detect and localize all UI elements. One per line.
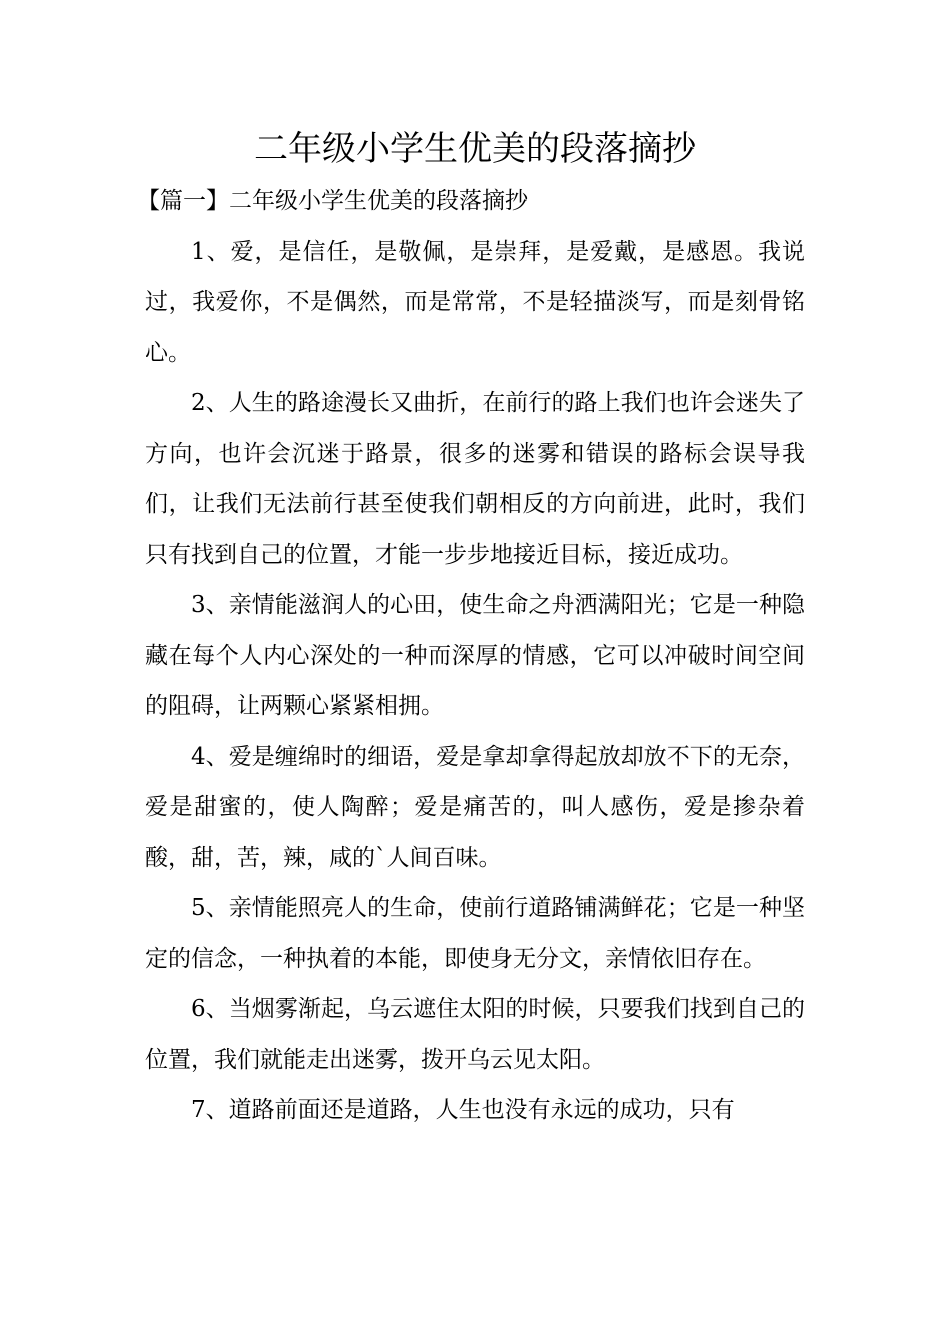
paragraph-4: 4、爱是缠绵时的细语，爱是拿却拿得起放却放不下的无奈，爱是甜蜜的，使人陶醉；爱是痛苦的，叫人感伤，爱是掺杂着酸，甜，苦，辣，咸的`人间百味。 xyxy=(145,743,805,871)
paragraph-7: 7、道路前面还是道路，人生也没有永远的成功，只有 xyxy=(191,1097,735,1123)
paragraph-1: 1、爱，是信任，是敬佩，是崇拜，是爱戴，是感恩。我说过，我爱你，不是偶然，而是常常，不是轻描淡写，而是刻骨铭心。 xyxy=(145,238,805,366)
page-title: 二年级小学生优美的段落摘抄 xyxy=(254,129,696,169)
document-body xyxy=(137,176,805,1136)
paragraph-2: 2、人生的路途漫长又曲折，在前行的路上我们也许会迷失了方向，也许会沉迷于路景，很多的迷雾和错误的路标会误导我们，让我们无法前行甚至使我们朝相反的方向前进，此时，我们只有找到自己的位置，才能一步步地接近目标，接近成功。 xyxy=(145,390,805,568)
paragraph-3: 3、亲情能滋润人的心田，使生命之舟洒满阳光；它是一种隐藏在每个人内心深处的一种而深厚的情感，它可以冲破时间空间的阻碍，让两颗心紧紧相拥。 xyxy=(145,592,805,719)
paragraph-5: 5、亲情能照亮人的生命，使前行道路铺满鲜花；它是一种坚定的信念，一种执着的本能，即使身无分文，亲情依旧存在。 xyxy=(145,895,805,972)
section-heading: 【篇一】二年级小学生优美的段落摘抄 xyxy=(137,188,528,214)
paragraph-6: 6、当烟雾渐起，乌云遮住太阳的时候，只要我们找到自己的位置，我们就能走出迷雾，拨开乌云见太阳。 xyxy=(145,996,805,1073)
